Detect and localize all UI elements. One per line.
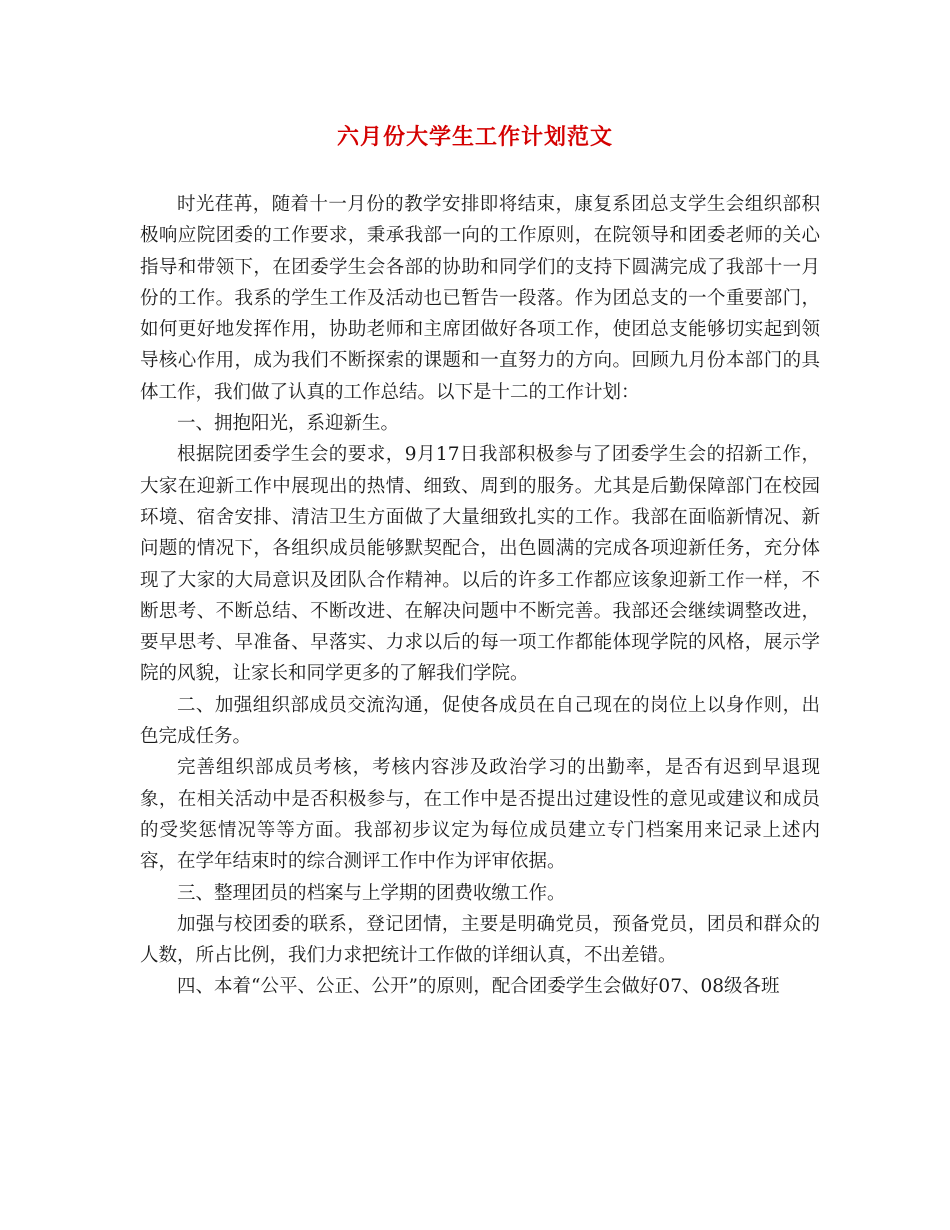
heading-section-4: 四、本着“公平、公正、公开”的原则，配合团委学生会做好07、08级各班 [177, 976, 780, 998]
heading-section-1: 一、拥抱阳光，系迎新生。 [177, 413, 400, 435]
heading-section-2: 二、加强组织部成员交流沟通，促使各成员在自己现在的岗位上以身作则，出色完成任务。 [140, 694, 820, 748]
paragraph-section-2: 完善组织部成员考核，考核内容涉及政治学习的出勤率，是否有迟到早退现象，在相关活动中是否积极参与，在工作中是否提出过建设性的意见或建议和成员的受奖惩情况等等方面。我部初步议定为每位成员建立专门档案用来记录上述内容，在学年结束时的综合测评工作中作为评审依据。 [140, 757, 820, 873]
document-body [140, 189, 820, 1003]
document-title: 六月份大学生工作计划范文 [336, 124, 613, 150]
heading-section-3: 三、整理团员的档案与上学期的团费收缴工作。 [177, 882, 566, 904]
paragraph-section-1: 根据院团委学生会的要求，9月17日我部积极参与了团委学生会的招新工作，大家在迎新工作中展现出的热情、细致、周到的服务。尤其是后勤保障部门在校园环境、宿舍安排、清洁卫生方面做了大量细致扎实的工作。我部在面临新情况、新问题的情况下，各组织成员能够默契配合，出色圆满的完成各项迎新任务，充分体现了大家的大局意识及团队合作精神。以后的许多工作都应该象迎新工作一样，不断思考、不断总结、不断改进、在解决问题中不断完善。我部还会继续调整改进，要早思考、早准备、早落实、力求以后的每一项工作都能体现学院的风格，展示学院的风貌，让家长和同学更多的了解我们学院。 [140, 444, 820, 685]
paragraph-section-3: 加强与校团委的联系，登记团情，主要是明确党员，预备党员，团员和群众的人数，所占比例，我们力求把统计工作做的详细认真，不出差错。 [140, 913, 820, 967]
paragraph-intro: 时光荏苒，随着十一月份的教学安排即将结束，康复系团总支学生会组织部积极响应院团委的工作要求，秉承我部一向的工作原则，在院领导和团委老师的关心指导和带领下，在团委学生会各部的协助和同学们的支持下圆满完成了我部十一月份的工作。我系的学生工作及活动也已暂告一段落。作为团总支的一个重要部门，如何更好地发挥作用，协助老师和主席团做好各项工作，使团总支能够切实起到领导核心作用，成为我们不断探索的课题和一直努力的方向。回顾九月份本部门的具体工作，我们做了认真的工作总结。以下是十二的工作计划： [140, 194, 820, 403]
